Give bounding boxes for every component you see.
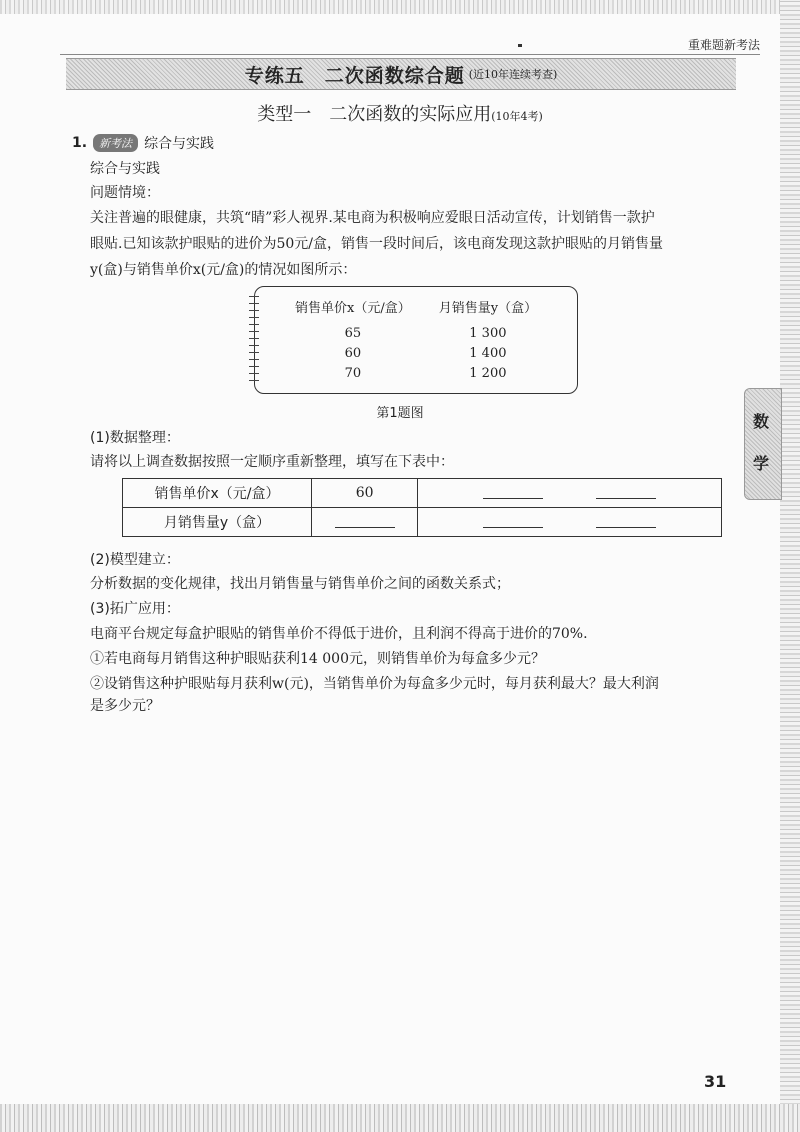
table-row <box>123 479 722 508</box>
figure-cell: 1 300 <box>469 326 507 341</box>
subject-side-tab <box>744 388 782 500</box>
figure-table <box>281 297 551 384</box>
table-row <box>123 508 722 537</box>
question-subtitle: 综合与实践 <box>90 161 160 177</box>
figure-header-row <box>281 297 551 324</box>
figure-cell: 1 400 <box>469 346 507 361</box>
title-note: (近10年连续考查) <box>468 68 558 81</box>
answer-blank[interactable] <box>596 484 656 499</box>
scenario-line-3: y(盒)与销售单价x(元/盒)的情况如图所示： <box>90 262 357 278</box>
part1-text: 请将以上调查数据按照一定顺序重新整理，填写在下表中： <box>90 454 454 470</box>
figure-cell: 70 <box>344 366 362 381</box>
part3-label: (3)拓广应用： <box>90 601 180 617</box>
answer-price-blanks[interactable] <box>418 479 722 508</box>
part3-q1: ①若电商每月销售这种护眼贴获利14 000元，则销售单价为每盒多少元？ <box>90 651 545 667</box>
scenario-label: 问题情境： <box>90 185 160 201</box>
part3-q2-line1: ②设销售这种护眼贴每月获利w(元)，当销售单价为每盒多少元时，每月获利最大？最大利润 <box>90 676 659 692</box>
figure-cell: 60 <box>344 346 362 361</box>
figure-header-sales: 月销售量y（盒） <box>438 301 538 316</box>
scenario-line-1: 关注普遍的眼健康，共筑“睛”彩人视界.某电商为积极响应爱眼日活动宣传，计划销售一款护 <box>90 210 655 226</box>
figure-cell: 65 <box>344 326 362 341</box>
section-note: (10年4考) <box>491 110 543 123</box>
part2-label: (2)模型建立： <box>90 552 180 568</box>
section-title: 类型一 二次函数的实际应用 <box>257 104 492 125</box>
answer-sales-label: 月销售量y（盒） <box>123 508 312 537</box>
answer-sales-first[interactable] <box>312 508 418 537</box>
table-row <box>281 364 551 384</box>
question-category: 综合与实践 <box>144 136 215 152</box>
answer-sales-blanks[interactable] <box>418 508 722 537</box>
new-method-badge: 新考法 <box>93 134 138 152</box>
answer-table <box>122 478 722 537</box>
scenario-line-2: 眼贴.已知该款护眼贴的进价为50元/盒，销售一段时间后，该电商发现这款护眼贴的月销售量 <box>90 236 663 252</box>
part1-label: (1)数据整理： <box>90 430 180 446</box>
figure-notebook <box>254 286 578 394</box>
side-tab-char: 学 <box>753 454 770 473</box>
question-header <box>72 133 214 153</box>
scan-noise-top <box>0 0 800 14</box>
header-rule <box>60 54 760 55</box>
scan-noise-bottom <box>0 1104 800 1132</box>
figure-header-price: 销售单价x（元/盒） <box>295 301 411 316</box>
scan-noise-right <box>780 0 800 1132</box>
part3-q2-line2: 是多少元？ <box>90 698 160 714</box>
answer-blank[interactable] <box>483 484 543 499</box>
side-tab-char: 数 <box>753 412 770 431</box>
page-title: 专练五 二次函数综合题 <box>244 64 465 87</box>
page-number: 31 <box>704 1072 727 1091</box>
table-row <box>281 324 551 344</box>
header-label: 重难题新考法 <box>687 38 760 52</box>
figure-caption: 第1题图 <box>376 406 424 421</box>
stray-dot <box>518 44 522 47</box>
section-heading <box>0 100 800 126</box>
answer-blank[interactable] <box>483 513 543 528</box>
answer-blank[interactable] <box>596 513 656 528</box>
part3-text: 电商平台规定每盒护眼贴的销售单价不得低于进价，且利润不得高于进价的70%. <box>90 626 588 642</box>
table-row <box>281 344 551 364</box>
answer-blank[interactable] <box>335 513 395 528</box>
spiral-binding <box>249 293 259 387</box>
title-banner <box>66 58 736 90</box>
question-number: 1. <box>72 135 88 151</box>
answer-price-label: 销售单价x（元/盒） <box>123 479 312 508</box>
figure-cell: 1 200 <box>469 366 507 381</box>
part2-text: 分析数据的变化规律，找出月销售量与销售单价之间的函数关系式； <box>90 576 510 592</box>
answer-price-first: 60 <box>312 479 418 508</box>
